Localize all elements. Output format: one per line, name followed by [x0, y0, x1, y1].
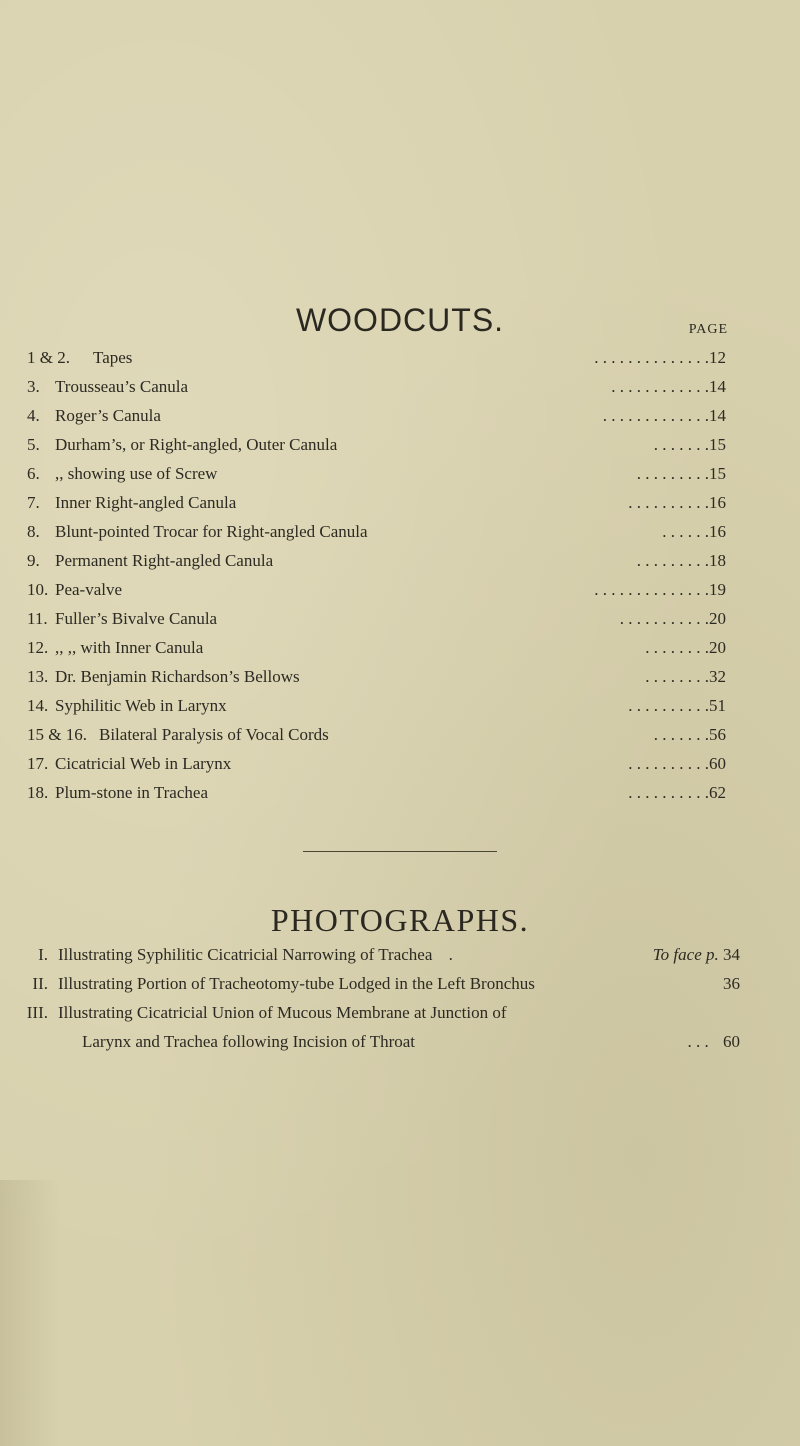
woodcut-page-number: 15	[709, 435, 726, 454]
photograph-page-ref: To face p. 34	[652, 945, 740, 964]
woodcut-page-number: 56	[709, 725, 726, 744]
woodcut-title: Inner Right-angled Canula	[55, 493, 237, 512]
leader-dots: . . . . . . . . . . . .	[611, 377, 709, 396]
woodcut-title: Tapes	[93, 348, 133, 367]
woodcut-page-number: 51	[709, 696, 726, 715]
woodcut-number: 5.	[27, 435, 40, 454]
woodcut-title: Syphilitic Web in Larynx	[55, 696, 227, 715]
woodcut-number: 12.	[27, 638, 49, 657]
photograph-entry-3	[20, 999, 740, 1027]
leader-dots: . . . . . . . . .	[636, 464, 709, 483]
photograph-page-ref: . . . 60	[687, 1032, 740, 1051]
leader-dots: . . . . . . . . . . . . . .	[594, 580, 709, 599]
woodcuts-heading: WOODCUTS.	[295, 302, 505, 338]
woodcut-entry	[27, 605, 739, 633]
woodcut-number: 18.	[27, 783, 49, 802]
woodcut-title: Blunt-pointed Trocar for Right-angled Canula	[55, 522, 368, 541]
woodcut-title: Dr. Benjamin Richardson’s Bellows	[55, 667, 300, 686]
woodcut-page-number: 12	[709, 348, 726, 367]
woodcut-title: Permanent Right-angled Canula	[55, 551, 274, 570]
leader-dots: . . . . . . .	[653, 725, 709, 744]
woodcut-entry	[27, 750, 739, 778]
woodcut-title: Trousseau’s Canula	[55, 377, 189, 396]
woodcut-title: ,, ,, with Inner Canula	[55, 638, 204, 657]
woodcut-entry	[27, 431, 739, 459]
woodcut-entry	[27, 344, 739, 372]
woodcut-entry	[27, 373, 739, 401]
woodcut-page-number: 62	[709, 783, 726, 802]
woodcut-page-number: 15	[709, 464, 726, 483]
photograph-entry-3-continuation	[20, 1028, 740, 1056]
woodcut-number: 3.	[27, 377, 40, 396]
leader-dots: . . . . . . . . .	[636, 551, 709, 570]
woodcut-title: Durham’s, or Right-angled, Outer Canula	[55, 435, 338, 454]
woodcut-number: 6.	[27, 464, 40, 483]
woodcut-number: 11.	[27, 609, 48, 628]
woodcut-page-number: 16	[709, 522, 726, 541]
leader-dots: . . . . . . . . . .	[628, 754, 709, 773]
photograph-caption-continuation: Larynx and Trachea following Incision of Throat	[82, 1032, 416, 1051]
woodcut-entry	[27, 663, 739, 691]
photograph-number: II.	[32, 974, 48, 993]
photograph-number: III.	[26, 1003, 48, 1022]
photographs-heading: PHOTOGRAPHS.	[270, 902, 530, 938]
woodcut-page-number: 19	[709, 580, 726, 599]
leader-dots: . . . . . . . . . .	[628, 783, 709, 802]
photograph-entry-2	[20, 970, 740, 998]
woodcut-number: 14.	[27, 696, 49, 715]
woodcut-number: 13.	[27, 667, 49, 686]
page-stain	[0, 1180, 60, 1446]
woodcut-title: Plum-stone in Trachea	[55, 783, 208, 802]
photograph-page-ref: 36	[723, 974, 740, 993]
woodcut-page-number: 14	[709, 377, 726, 396]
woodcut-page-number: 18	[709, 551, 726, 570]
woodcut-entry	[27, 721, 739, 749]
woodcut-entry	[27, 518, 739, 546]
woodcut-number: 7.	[27, 493, 40, 512]
leader-dots: . . . . . .	[662, 522, 709, 541]
woodcut-title: Fuller’s Bivalve Canula	[55, 609, 218, 628]
woodcut-title: ,, showing use of Screw	[55, 464, 218, 483]
woodcut-number: 1 & 2.	[27, 348, 70, 367]
woodcut-number: 4.	[27, 406, 40, 425]
woodcut-entry	[27, 779, 739, 807]
woodcut-page-number: 32	[709, 667, 726, 686]
woodcut-entry	[27, 576, 739, 604]
woodcut-number: 10.	[27, 580, 49, 599]
woodcut-entry	[27, 634, 739, 662]
woodcut-title: Roger’s Canula	[55, 406, 161, 425]
leader-dots: . . . . . . . . . .	[628, 696, 709, 715]
woodcut-title: Bilateral Paralysis of Vocal Cords	[99, 725, 329, 744]
woodcut-number: 15 & 16.	[27, 725, 87, 744]
woodcut-page-number: 16	[709, 493, 726, 512]
woodcut-entry	[27, 547, 739, 575]
leader-dots: . . . . . . . . . . .	[619, 609, 709, 628]
woodcut-entry	[27, 460, 739, 488]
leader-dots: . . . . . . . .	[645, 638, 709, 657]
woodcut-page-number: 60	[709, 754, 726, 773]
woodcut-page-number: 20	[709, 638, 726, 657]
photograph-caption: Illustrating Syphilitic Cicatricial Narrowing of Trachea .	[58, 945, 453, 964]
woodcut-number: 8.	[27, 522, 40, 541]
woodcut-number: 17.	[27, 754, 49, 773]
woodcut-entry	[27, 489, 739, 517]
leader-dots: . . . . . . . . . . . . .	[602, 406, 709, 425]
photograph-caption: Illustrating Cicatricial Union of Mucous Membrane at Junction of	[58, 1003, 507, 1022]
page-column-label: PAGE	[688, 322, 728, 337]
woodcut-page-number: 20	[709, 609, 726, 628]
photograph-entry-1	[20, 941, 740, 969]
woodcut-title: Pea-valve	[55, 580, 123, 599]
woodcut-entry	[27, 692, 739, 720]
leader-dots: . . . . . . . . . .	[628, 493, 709, 512]
woodcut-entry	[27, 402, 739, 430]
leader-dots: . . . . . . . .	[645, 667, 709, 686]
section-divider	[303, 851, 497, 852]
woodcut-title: Cicatricial Web in Larynx	[55, 754, 232, 773]
photograph-number: I.	[38, 945, 48, 964]
photograph-caption: Illustrating Portion of Tracheotomy-tube Lodged in the Left Bronchus	[58, 974, 535, 993]
woodcut-number: 9.	[27, 551, 40, 570]
leader-dots: . . . . . . .	[653, 435, 709, 454]
leader-dots: . . . . . . . . . . . . . .	[594, 348, 709, 367]
woodcut-page-number: 14	[709, 406, 726, 425]
